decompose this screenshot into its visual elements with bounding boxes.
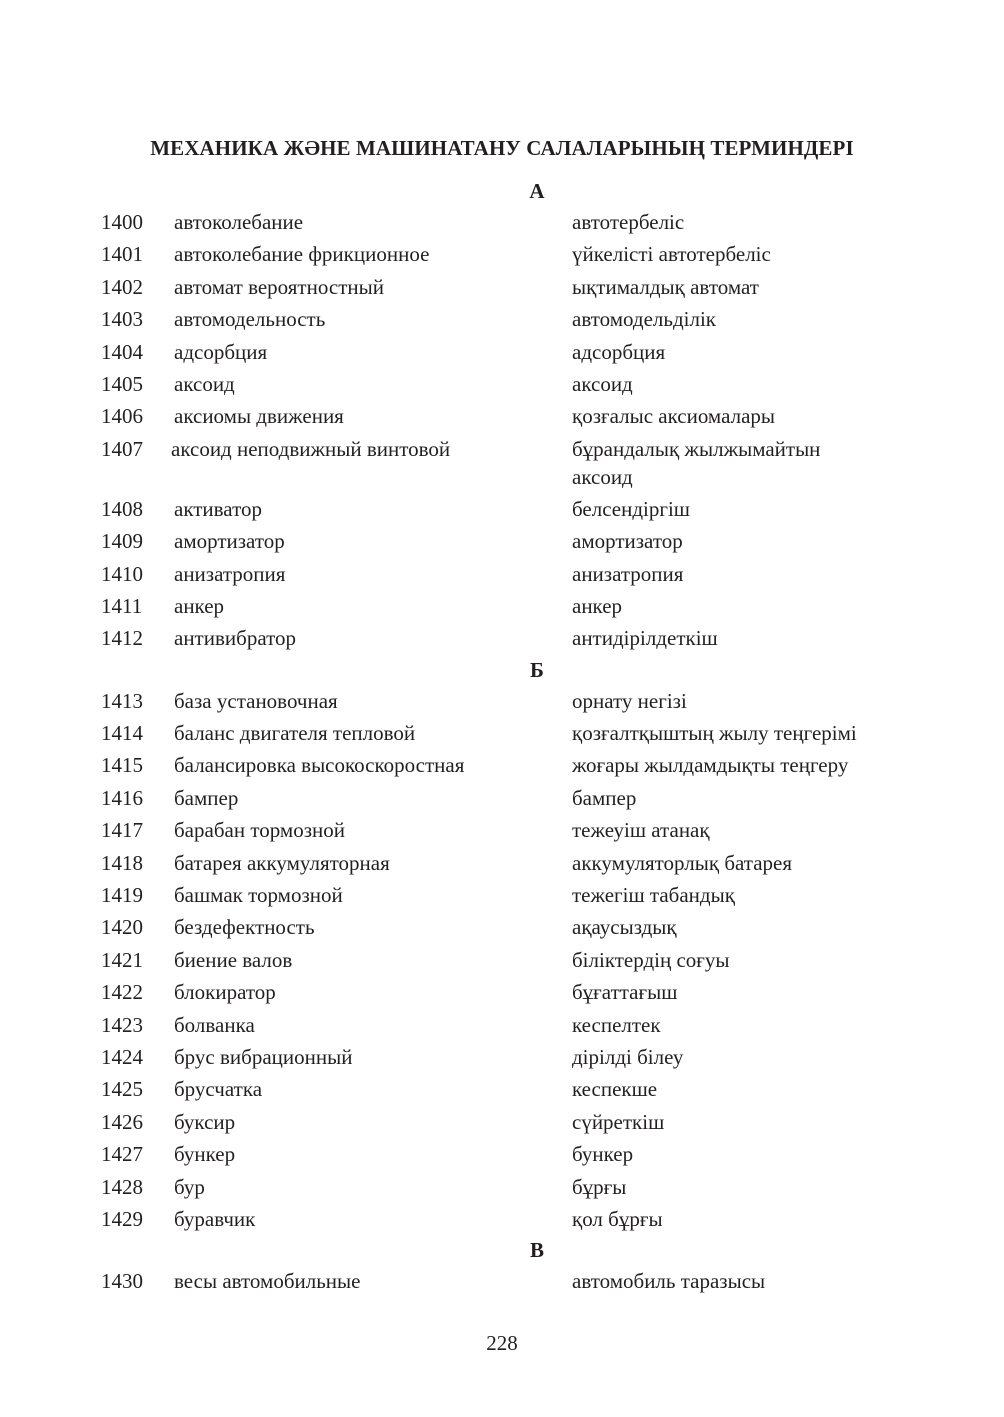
term-number: 1409 [101, 529, 143, 554]
term-kazakh: ақаусыздық [572, 915, 677, 940]
term-kazakh: анизатропия [572, 561, 684, 586]
term-number: 1426 [101, 1109, 143, 1134]
term-number: 1421 [101, 947, 143, 972]
term-kazakh: қол бұрғы [572, 1206, 663, 1231]
term-row [0, 1138, 1004, 1170]
term-kazakh: бұғаттағыш [572, 980, 678, 1005]
term-russian: буравчик [174, 1206, 256, 1231]
term-row [0, 590, 1004, 622]
term-russian: весы автомобильные [174, 1269, 361, 1294]
term-russian: балансировка высокоскоростная [174, 753, 465, 778]
term-kazakh: ықтималдық автомат [572, 274, 759, 299]
term-row [0, 1106, 1004, 1138]
term-kazakh: белсендіргіш [572, 496, 690, 521]
term-kazakh: аксоид [572, 371, 633, 396]
term-row [0, 493, 1004, 525]
term-russian: батарея аккумуляторная [174, 850, 390, 875]
term-number: 1415 [101, 753, 143, 778]
term-russian: аксоид [174, 371, 235, 396]
term-number: 1422 [101, 980, 143, 1005]
term-row [0, 879, 1004, 911]
term-russian: анкер [174, 593, 225, 618]
term-russian: автоколебание [174, 210, 304, 234]
term-row [0, 1171, 1004, 1203]
section-letter: Б [530, 657, 544, 682]
term-russian: бездефектность [174, 915, 315, 940]
term-number: 1411 [101, 593, 143, 618]
term-number: 1419 [101, 883, 143, 908]
term-russian: башмак тормозной [174, 883, 343, 908]
term-row [0, 238, 1004, 270]
term-kazakh: үйкелісті автотербеліс [572, 242, 771, 267]
term-row [0, 1073, 1004, 1105]
term-row [0, 717, 1004, 749]
term-number: 1418 [101, 850, 143, 875]
term-russian: автомат вероятностный [174, 274, 384, 299]
term-number: 1408 [101, 496, 143, 521]
term-row [0, 847, 1004, 879]
term-russian: баланс двигателя тепловой [174, 721, 416, 746]
term-number: 1424 [101, 1044, 143, 1069]
term-russian: биение валов [174, 947, 293, 972]
term-row [0, 433, 1004, 493]
term-kazakh: қозғалтқыштың жылу теңгерімі [572, 721, 857, 746]
term-row [0, 782, 1004, 814]
page-title: МЕХАНИКА ЖӘНЕ МАШИНАТАНУ САЛАЛАРЫНЫҢ ТЕРМИНДЕРІ [150, 136, 854, 160]
term-row [0, 1041, 1004, 1073]
term-kazakh: дірілді білеу [572, 1044, 684, 1069]
term-number: 1414 [101, 721, 143, 746]
term-number: 1428 [101, 1174, 143, 1199]
section-letter: А [529, 179, 545, 203]
term-kazakh: аккумуляторлық батарея [572, 850, 793, 875]
term-russian: аксоид неподвижный винтовой [171, 436, 451, 461]
term-row [0, 525, 1004, 557]
term-row [0, 303, 1004, 335]
term-russian: аксиомы движения [174, 404, 344, 429]
term-kazakh: амортизатор [572, 529, 683, 554]
term-number: 1401 [101, 242, 143, 267]
term-number: 1400 [101, 210, 143, 234]
term-kazakh: автотербеліс [572, 210, 685, 234]
term-row [0, 336, 1004, 368]
term-number: 1430 [101, 1269, 143, 1294]
term-kazakh: автомобиль таразысы [572, 1269, 766, 1294]
page-number: 228 [486, 1331, 518, 1355]
term-kazakh: тежегіш табандық [572, 883, 735, 908]
term-number: 1406 [101, 404, 143, 429]
term-number: 1429 [101, 1206, 143, 1231]
term-kazakh: жоғары жылдамдықты теңгеру [572, 753, 849, 778]
term-russian: барабан тормозной [174, 818, 345, 843]
term-kazakh: анкер [572, 593, 623, 618]
term-number: 1410 [101, 561, 143, 586]
term-number: 1407 [101, 436, 143, 461]
term-number: 1423 [101, 1012, 143, 1037]
section-a [0, 176, 1004, 655]
term-number: 1425 [101, 1077, 143, 1102]
term-russian: анизатропия [174, 561, 286, 586]
term-kazakh: сүйреткіш [572, 1109, 665, 1134]
term-russian: болванка [174, 1012, 255, 1037]
term-row [0, 622, 1004, 654]
term-russian: бампер [174, 785, 239, 810]
term-row [0, 271, 1004, 303]
term-kazakh: бампер [572, 785, 637, 810]
section-v [0, 1235, 1004, 1297]
term-russian: блокиратор [174, 980, 276, 1005]
term-number: 1413 [101, 688, 143, 713]
term-row [0, 558, 1004, 590]
term-kazakh: кеспелтек [572, 1012, 661, 1037]
section-letter: В [529, 1238, 544, 1263]
term-number: 1405 [101, 371, 143, 396]
term-number: 1416 [101, 785, 143, 810]
term-kazakh: орнату негізі [572, 688, 687, 713]
term-kazakh: бункер [572, 1142, 634, 1167]
term-russian: бур [174, 1174, 205, 1199]
term-number: 1412 [101, 626, 143, 651]
term-number: 1404 [101, 339, 143, 364]
term-kazakh: тежеуіш атанақ [572, 818, 710, 843]
term-russian: антивибратор [174, 626, 296, 651]
term-russian: брус вибрационный [174, 1044, 353, 1069]
term-row [0, 814, 1004, 846]
term-russian: адсорбция [174, 339, 268, 364]
term-russian: амортизатор [174, 529, 285, 554]
term-kazakh: бұрандалық жылжымайтын аксоид [572, 436, 821, 489]
term-row [0, 1203, 1004, 1235]
term-russian: бункер [174, 1142, 236, 1167]
term-number: 1427 [101, 1142, 143, 1167]
term-number: 1420 [101, 915, 143, 940]
term-russian: база установочная [174, 688, 338, 713]
term-row [0, 685, 1004, 717]
term-russian: брусчатка [174, 1077, 263, 1102]
term-row [0, 400, 1004, 432]
term-row [0, 976, 1004, 1008]
term-kazakh: біліктердің соғуы [572, 947, 730, 972]
term-row [0, 1265, 1004, 1297]
term-number: 1402 [101, 274, 143, 299]
term-russian: буксир [174, 1109, 236, 1134]
glossary-sections [0, 176, 1004, 1298]
term-row [0, 206, 1004, 238]
term-number: 1403 [101, 307, 143, 332]
term-russian: автомодельность [174, 307, 326, 332]
term-number: 1417 [101, 818, 143, 843]
term-row [0, 749, 1004, 781]
term-row [0, 368, 1004, 400]
term-russian: активатор [174, 496, 262, 521]
term-row [0, 1009, 1004, 1041]
section-b [0, 655, 1004, 1236]
term-row [0, 944, 1004, 976]
term-kazakh: автомодельділік [572, 307, 716, 332]
term-kazakh: кеспекше [572, 1077, 658, 1102]
term-russian: автоколебание фрикционное [174, 242, 430, 267]
term-kazakh: адсорбция [572, 339, 666, 364]
term-kazakh: антидірілдеткіш [572, 626, 718, 651]
term-kazakh: бұрғы [572, 1174, 627, 1199]
term-kazakh: қозғалыс аксиомалары [572, 404, 775, 429]
term-row [0, 911, 1004, 943]
